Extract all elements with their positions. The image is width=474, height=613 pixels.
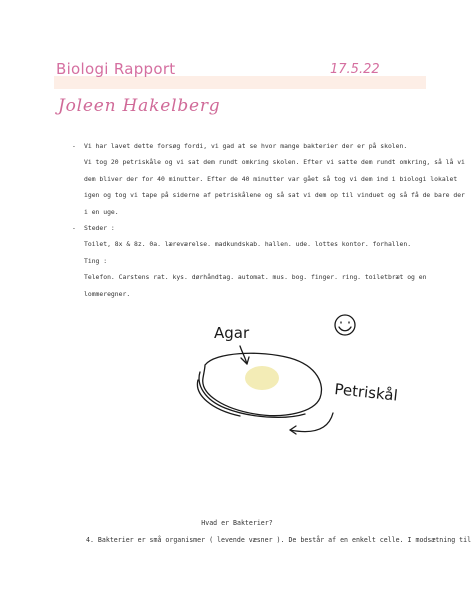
intro-line: igen og tog vi tape på siderne af petriskålene og så sat vi dem op til vinduet og så få de bare der	[84, 191, 465, 200]
petri-dish-rim	[203, 353, 322, 415]
places-bullet	[72, 220, 427, 302]
intro-line: Vi tog 20 petriskåle og vi sat dem rundt omkring skolen. Efter vi satte dem rundt omkring, så lå vi	[84, 158, 465, 167]
section-paragraph: 4. Bakterier er små organismer ( levende væsner ). De består af en enkelt celle. I modsætning til	[86, 536, 472, 544]
section-question: Hvad er Bakterier?	[201, 519, 273, 527]
agar-blob	[245, 366, 279, 390]
petri-dish-label: Petriskål	[333, 380, 399, 405]
things-line: Telefon. Carstens rat. kys. dørhåndtag. automat. mus. bog. finger. ring. toiletbræt og en	[84, 273, 427, 282]
document-title: Biologi Rapport	[56, 60, 176, 78]
things-heading: Ting :	[84, 256, 108, 265]
document-date: 17.5.22	[330, 62, 380, 77]
intro-bullet	[72, 138, 465, 220]
author-name: Joleen Hakelberg	[58, 96, 221, 116]
intro-line: Vi har lavet dette forsøg fordi, vi gad at se hvor mange bakterier der er på skolen.	[84, 142, 408, 150]
smiley-icon	[335, 315, 355, 335]
places-heading: Steder :	[84, 224, 115, 233]
petri-dish-base	[197, 380, 240, 416]
agar-label: Agar	[214, 324, 250, 342]
dish-arrowhead	[290, 426, 296, 434]
dish-arrow	[290, 413, 333, 432]
things-line: lommeregner.	[84, 289, 131, 298]
intro-line: i en uge.	[84, 207, 119, 216]
agar-arrow	[240, 346, 247, 364]
bullet-dash: -	[72, 142, 76, 150]
report-body	[72, 138, 465, 302]
agar-arrowhead	[241, 357, 249, 364]
petri-dish-base	[199, 372, 305, 417]
intro-line: dem bliver der for 40 minutter. Efter de 40 minutter var gået så tog vi dem ind i biologi lokalet	[84, 174, 458, 183]
bullet-dash: -	[72, 224, 76, 233]
places-text: Toilet, 8x & 8z. 0a. læreværelse. madkundskab. hallen. ude. lottes kontor. forhallen.	[84, 240, 412, 249]
